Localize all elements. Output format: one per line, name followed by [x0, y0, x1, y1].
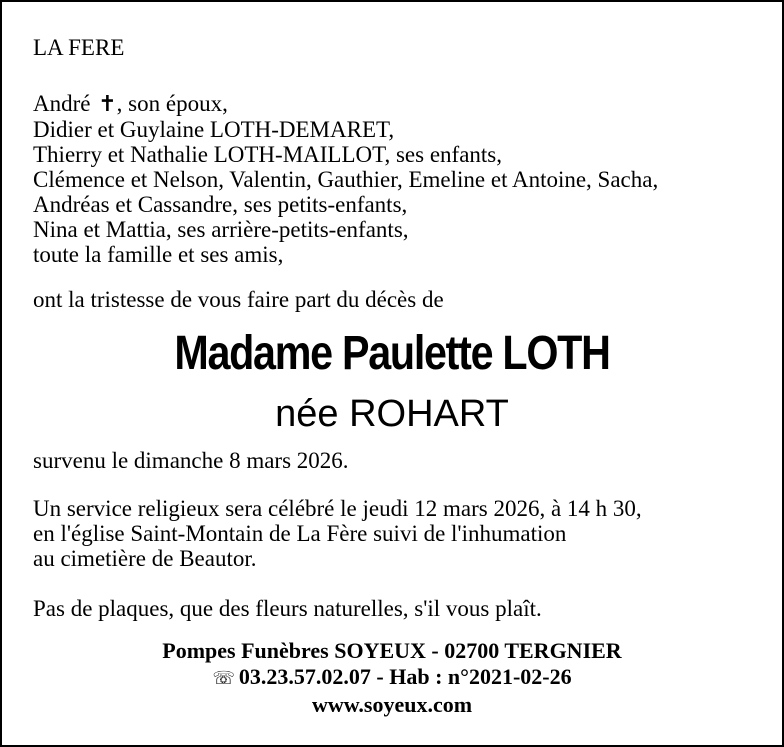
family-list: [33, 91, 658, 267]
family-line: Nina et Mattia, ses arrière-petits-enfants,: [33, 217, 409, 242]
family-line: Clémence et Nelson, Valentin, Gauthier, Emeline et Antoine, Sacha,: [33, 167, 659, 192]
funeral-home-name: Pompes Funèbres SOYEUX - 02700 TERGNIER: [162, 638, 622, 663]
location: LA FERE: [33, 35, 125, 60]
family-line: Didier et Guylaine LOTH-DEMARET,: [33, 117, 395, 142]
family-line: Thierry et Nathalie LOTH-MAILLOT, ses enfants,: [33, 142, 502, 167]
family-line: Andréas et Cassandre, ses petits-enfants,: [33, 192, 408, 217]
service-info: [33, 496, 642, 571]
deceased-name: Madame Paulette LOTH: [174, 327, 610, 380]
funeral-home-website: www.soyeux.com: [311, 692, 473, 717]
funeral-home-contact: [2, 664, 782, 692]
service-line: au cimetière de Beautor.: [33, 546, 257, 571]
husband-relation: , son époux,: [116, 91, 228, 116]
service-line: en l'église Saint-Montain de La Fère suivi de l'inhumation: [33, 521, 567, 546]
flowers-request: Pas de plaques, que des fleurs naturelles, s'il vous plaît.: [33, 596, 542, 621]
maiden-name: née ROHART: [275, 393, 509, 435]
death-date: survenu le dimanche 8 mars 2026.: [33, 448, 349, 473]
phone-number: 03.23.57.02.07 - Hab : n°2021-02-26: [238, 664, 572, 689]
family-line-husband: [33, 91, 658, 117]
funeral-home: [2, 638, 782, 718]
husband-name: André: [33, 91, 91, 116]
family-line: toute la famille et ses amis,: [33, 242, 284, 267]
announcement: ont la tristesse de vous faire part du décès de: [33, 287, 444, 312]
phone-icon: ☏: [212, 668, 235, 689]
service-line: Un service religieux sera célébré le jeudi 12 mars 2026, à 14 h 30,: [33, 496, 642, 521]
cross-icon: ✝: [98, 92, 117, 117]
